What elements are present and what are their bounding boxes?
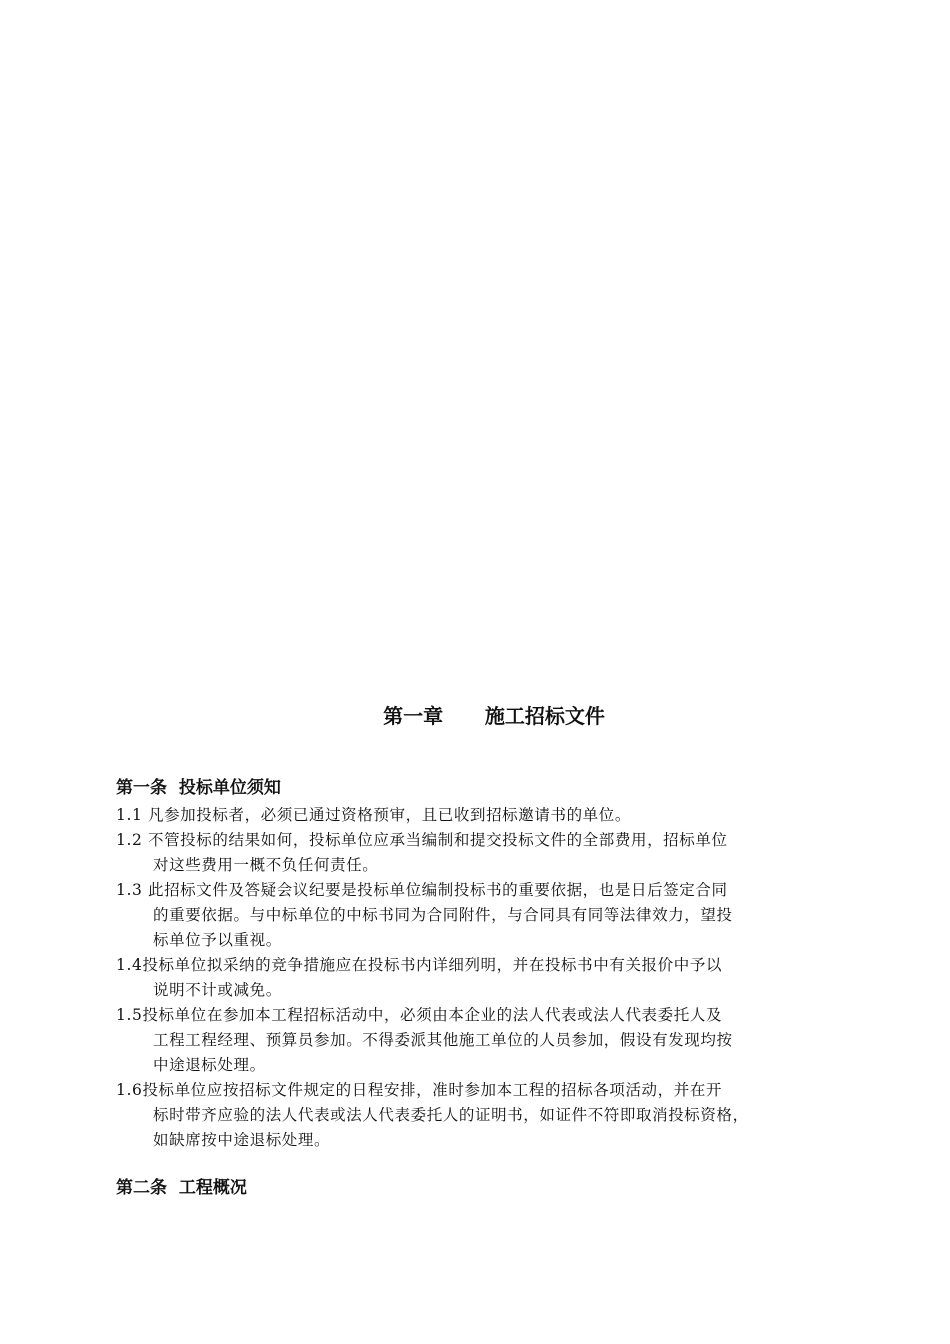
clause-line: 1.2 不管投标的结果如何，投标单位应承当编制和提交投标文件的全部费用，招标单位 [116, 831, 728, 849]
clause-line: 1.1 凡参加投标者，必须已通过资格预审，且已收到招标邀请书的单位。 [116, 806, 631, 824]
clause-line: 标时带齐应验的法人代表或法人代表委托人的证明书，如证件不符即取消投标资格， [153, 1106, 749, 1124]
clause-1-4 [116, 953, 856, 1003]
clause-line: 1.4投标单位拟采纳的竞争措施应在投标书内详细列明，并在投标书中有关报价中予以 [116, 956, 723, 974]
clause-1-6 [116, 1078, 856, 1153]
clause-1-2 [116, 828, 856, 878]
clause-line: 工程工程经理、预算员参加。不得委派其他施工单位的人员参加，假设有发现均按 [153, 1031, 733, 1049]
section-heading: 第二条 工程概况 [116, 1178, 247, 1198]
section-bidder-notice [116, 776, 856, 1153]
chapter-title: 第一章 施工招标文件 [383, 704, 605, 728]
clause-line: 1.5投标单位在参加本工程招标活动中，必须由本企业的法人代表或法人代表委托人及 [116, 1006, 723, 1024]
clause-line: 1.3 此招标文件及答疑会议纪要是投标单位编制投标书的重要依据，也是日后签定合同 [116, 881, 728, 899]
clause-line: 如缺席按中途退标处理。 [153, 1131, 331, 1149]
clause-line: 的重要依据。与中标单位的中标书同为合同附件，与合同具有同等法律效力，望投 [153, 906, 733, 924]
section-heading: 第一条 投标单位须知 [116, 778, 281, 798]
clause-1-1 [116, 803, 856, 828]
clause-line: 标单位予以重视。 [153, 931, 282, 949]
clause-1-5 [116, 1003, 856, 1078]
clause-line: 中途退标处理。 [153, 1056, 266, 1074]
section-project-overview [116, 1176, 856, 1200]
clause-line: 对这些费用一概不负任何责任。 [153, 856, 379, 874]
clause-1-3 [116, 878, 856, 953]
clause-line: 1.6投标单位应按招标文件规定的日程安排，准时参加本工程的招标各项活动，并在开 [116, 1081, 723, 1099]
clause-line: 说明不计或减免。 [153, 981, 282, 999]
clause-list [116, 803, 856, 1153]
